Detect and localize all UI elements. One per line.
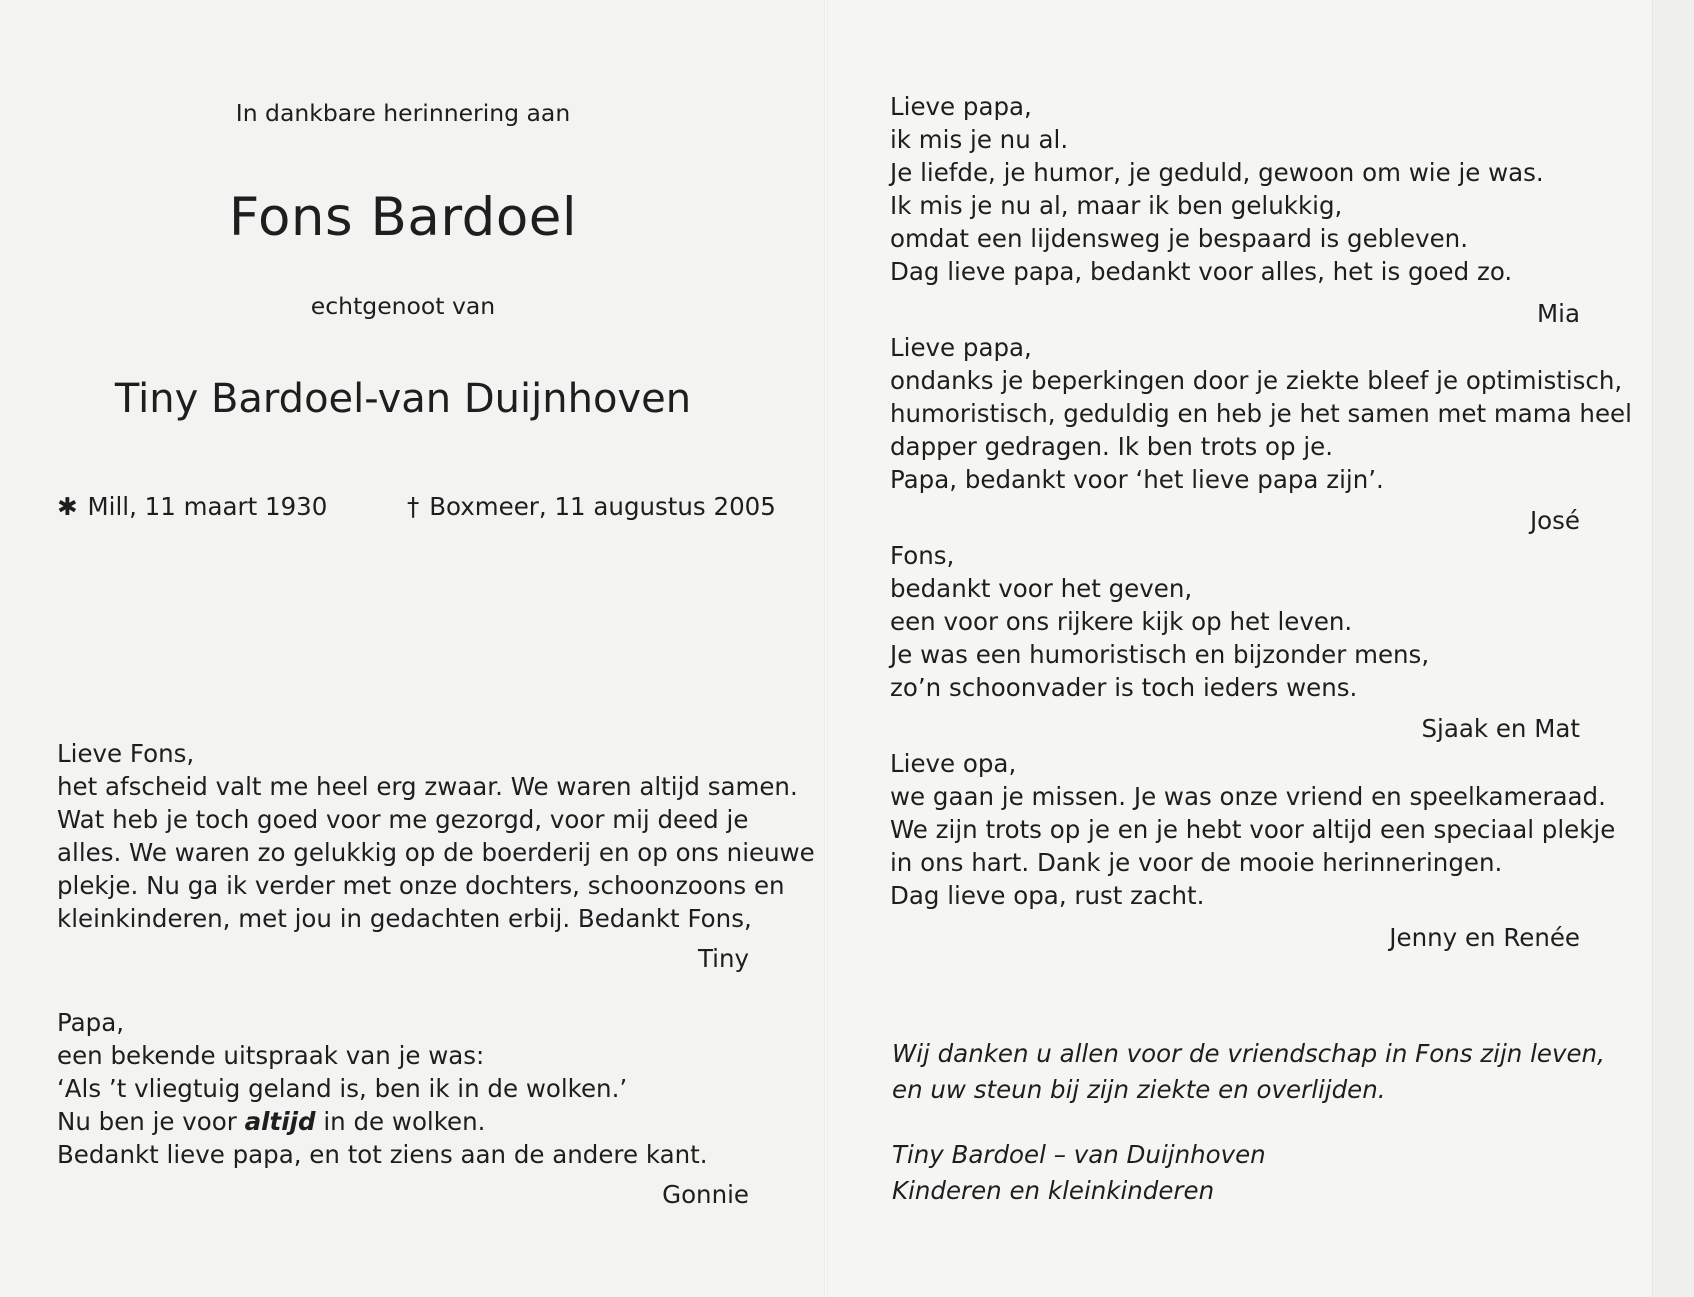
message-line: Lieve Fons, bbox=[57, 739, 195, 768]
spouse-name: Tiny Bardoel-van Duijnhoven bbox=[114, 376, 692, 422]
card-edge bbox=[1652, 0, 1694, 1297]
message-line: We zijn trots op je en je hebt voor altijd een speciaal plekje bbox=[890, 815, 1616, 844]
message-jose bbox=[890, 331, 1632, 496]
emphasized-word: altijd bbox=[244, 1107, 316, 1136]
message-line: Lieve papa, bbox=[890, 333, 1032, 362]
thanks-line: Wij danken u allen voor de vriendschap in Fons zijn leven, bbox=[892, 1039, 1605, 1068]
message-line: Bedankt lieve papa, en tot ziens aan de andere kant. bbox=[57, 1140, 708, 1169]
message-jenny-renee bbox=[890, 747, 1615, 912]
signature-tiny: Tiny bbox=[697, 944, 749, 973]
family-signature bbox=[892, 1137, 1266, 1209]
message-line: kleinkinderen, met jou in gedachten erbij. Bedankt Fons, bbox=[57, 904, 752, 933]
birth-text: Mill, 11 maart 1930 bbox=[87, 492, 328, 521]
message-line: Dag lieve papa, bedankt voor alles, het is goed zo. bbox=[890, 257, 1513, 286]
message-line: omdat een lijdensweg je bespaard is gebleven. bbox=[890, 224, 1468, 253]
signature-gonnie: Gonnie bbox=[662, 1180, 749, 1209]
message-line: in ons hart. Dank je voor de mooie herinneringen. bbox=[890, 848, 1503, 877]
message-line: ondanks je beperkingen door je ziekte bleef je optimistisch, bbox=[890, 366, 1623, 395]
message-line: een bekende uitspraak van je was: bbox=[57, 1041, 485, 1070]
line-part: in de wolken. bbox=[315, 1107, 486, 1136]
message-line: Je was een humoristisch en bijzonder mens, bbox=[890, 640, 1430, 669]
signature-jenny-renee: Jenny en Renée bbox=[1389, 923, 1580, 952]
death-cross-icon: † bbox=[407, 492, 420, 521]
message-line: we gaan je missen. Je was onze vriend en speelkameraad. bbox=[890, 782, 1606, 811]
message-mia bbox=[890, 90, 1544, 288]
message-line: Lieve papa, bbox=[890, 92, 1032, 121]
message-line: Ik mis je nu al, maar ik ben gelukkig, bbox=[890, 191, 1343, 220]
message-line: bedankt voor het geven, bbox=[890, 574, 1193, 603]
signature-mia: Mia bbox=[1537, 299, 1580, 328]
message-line: Dag lieve opa, rust zacht. bbox=[890, 881, 1205, 910]
line-part: Nu ben je voor bbox=[57, 1107, 245, 1136]
message-line: plekje. Nu ga ik verder met onze dochters, schoonzoons en bbox=[57, 871, 785, 900]
birth-star-icon: ✱ bbox=[57, 492, 78, 521]
thanks-line: en uw steun bij zijn ziekte en overlijden. bbox=[892, 1075, 1386, 1104]
birth-info bbox=[57, 492, 327, 521]
signature-jose: José bbox=[1529, 506, 1580, 535]
message-line: Lieve opa, bbox=[890, 749, 1017, 778]
message-tiny bbox=[57, 737, 815, 935]
family-line: Kinderen en kleinkinderen bbox=[892, 1176, 1215, 1205]
message-line: het afscheid valt me heel erg zwaar. We waren altijd samen. bbox=[57, 772, 798, 801]
message-line: alles. We waren zo gelukkig op de boerderij en op ons nieuwe bbox=[57, 838, 815, 867]
message-line: humoristisch, geduldig en heb je het samen met mama heel bbox=[890, 399, 1632, 428]
message-sjaak-mat bbox=[890, 539, 1429, 704]
message-line: Papa, bedankt voor ‘het lieve papa zijn’. bbox=[890, 465, 1384, 494]
message-line: ‘Als ’t vliegtuig geland is, ben ik in de wolken.’ bbox=[57, 1074, 628, 1103]
message-line: Papa, bbox=[57, 1008, 125, 1037]
message-line bbox=[57, 1105, 708, 1138]
death-text: Boxmeer, 11 augustus 2005 bbox=[429, 492, 776, 521]
memorial-intro: In dankbare herinnering aan bbox=[235, 99, 571, 127]
signature-sjaak-mat: Sjaak en Mat bbox=[1421, 714, 1580, 743]
message-gonnie bbox=[57, 1006, 708, 1171]
message-line: een voor ons rijkere kijk op het leven. bbox=[890, 607, 1353, 636]
message-line: Wat heb je toch goed voor me gezorgd, voor mij deed je bbox=[57, 805, 749, 834]
death-info bbox=[407, 492, 776, 521]
message-line: Fons, bbox=[890, 541, 955, 570]
message-line: ik mis je nu al. bbox=[890, 125, 1069, 154]
deceased-name: Fons Bardoel bbox=[228, 187, 578, 248]
family-line: Tiny Bardoel – van Duijnhoven bbox=[892, 1140, 1266, 1169]
thanks-text bbox=[892, 1036, 1605, 1108]
spouse-intro: echtgenoot van bbox=[310, 292, 496, 320]
message-line: dapper gedragen. Ik ben trots op je. bbox=[890, 432, 1334, 461]
message-line: Je liefde, je humor, je geduld, gewoon om wie je was. bbox=[890, 158, 1544, 187]
message-line: zo’n schoonvader is toch ieders wens. bbox=[890, 673, 1358, 702]
